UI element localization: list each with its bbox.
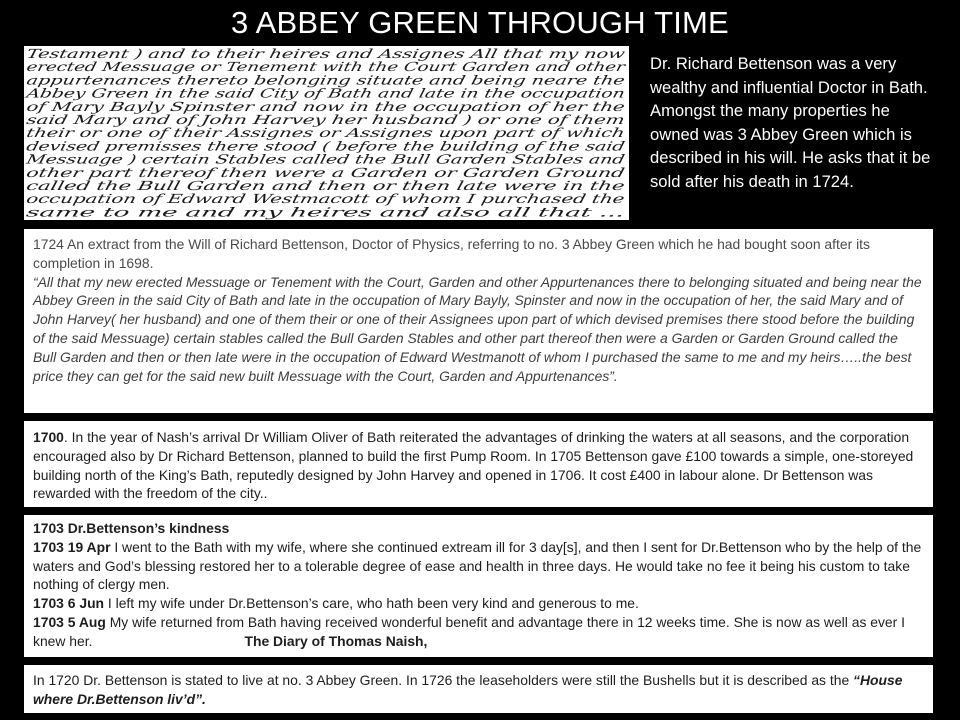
will-manuscript-image [24, 46, 629, 220]
residence-panel [24, 665, 933, 713]
pump-room-text: . In the year of Nash’s arrival Dr William Oliver of Bath reiterated the advantages of drinking the waters at all seasons, and the corporation encouraged also by Dr Richard Bettenson, planned to build the first Pump Room. In 1705 Bettenson gave £100 towards a simple, one-storeyed building north of the King’s Bath, reputedly designed by John Harvey and opened in 1706. It cost £400 in labour alone. Dr Bettenson was rewarded with the freedom of the city.. [33, 429, 914, 502]
diary-entry-date: 1703 19 Apr [33, 538, 111, 555]
pump-room-year: 1700 [33, 429, 64, 445]
page-title: 3 ABBEY GREEN THROUGH TIME [231, 5, 729, 40]
manuscript-line: their or one of their Assignes or Assignes upon part of which [25, 125, 415, 141]
diary-attribution: The Diary of Thomas Naish, [244, 632, 428, 649]
diary-entry [33, 613, 923, 651]
diary-entry-text: I left my wife under Dr.Bettenson’s care, who hath been very kind and generous to me. [104, 595, 639, 612]
residence-quote: “House where Dr.Bettenson liv’d” [33, 672, 903, 707]
diary-heading: 1703 Dr.Bettenson’s kindness [33, 520, 230, 536]
manuscript-line: Testament ) and to their heires and Assignes All that my now [25, 46, 416, 61]
quote-open-mark: “ [33, 273, 38, 290]
manuscript-line: of Mary Bayly Spinster and now in the occupation of her the [25, 98, 412, 114]
manuscript-line: other part thereof then were a Garden or Garden Ground [25, 164, 393, 180]
residence-end: . [202, 690, 206, 707]
residence-text: In 1720 Dr. Bettenson is stated to live at no. 3 Abbey Green. In 1726 the leaseholders were still the Bushells but it is described as the [33, 672, 854, 688]
manuscript-line: called the Bull Garden and then or then late were in the [25, 178, 384, 193]
manuscript-line: same to me and my heires and also all that ... [24, 204, 316, 220]
pump-room-panel [24, 421, 933, 507]
diary-entry-date: 1703 5 Aug [33, 613, 106, 630]
handwritten-will-excerpt [24, 46, 629, 220]
manuscript-line: Messuage ) certain Stables called the Bull Garden Stables and [25, 151, 425, 167]
diary-entry-date: 1703 6 Jun [33, 595, 105, 612]
diary-panel [24, 515, 933, 657]
diary-entry-text: I went to the Bath with my wife, where she continued extream ill for 3 day[s], and then I sent for Dr.Bettenson who by the help of the waters and God’s blessing restored her to a tolerable degree of ease and health in three days. He would take no fee it being his custom to take nothing of clergy men. [33, 538, 922, 593]
will-extract-quote [33, 273, 923, 386]
manuscript-line: occupation of Edward Westmacott of whom I purchased the [24, 191, 408, 207]
intro-text: Dr. Richard Bettenson was a very wealthy and influential Doctor in Bath. Amongst the many properties he owned was 3 Abbey Green which is described in his will. He asks that it be sold after his death in 1724. [650, 54, 931, 191]
will-quote-text: All that my new erected Messuage or Tenement with the Court, Garden and other Appurtenances there to belonging situated and being near the Abbey Green in the said City of Bath and late in the occupation of Mary Bayly, Spinster and now in the occupation of her, the said Mary and of John Harvey( her husband) and one of them their or one of their Assignees upon part of which devised premises there stood before the building of the said Messuage) certain stables called the Bull Garden Stables and other part thereof then were a Garden or Garden Ground called the Bull Garden and then or then late were in the occupation of Edward Westmanott of whom I purchased the same to me and my heirs…..the best price they can get for the said new built Messuage with the Court, Garden and Appurtenances [33, 273, 922, 384]
will-extract-panel [24, 229, 933, 413]
manuscript-line: appurtenances thereto belonging situate and being neare the [25, 72, 419, 88]
will-extract-heading: 1724 An extract from the Will of Richard Bettenson, Doctor of Physics, referring to no. 3 Abbey Green which he had bought soon after its completion in 1698. [33, 236, 870, 271]
manuscript-line: Abbey Green in the said City of Bath and late in the occupation [25, 85, 430, 101]
diary-entry [33, 594, 923, 613]
quote-close-mark: ”. [609, 367, 618, 384]
manuscript-line: devised premisses there stood ( before the building of the said [25, 138, 425, 154]
manuscript-line: erected Messuage or Tenement with the Court Garden and other [25, 59, 441, 75]
manuscript-line: said Mary and of John Harvey her husband ) or one of them [25, 112, 407, 127]
diary-entry [33, 538, 923, 594]
diary-entry-text: My wife returned from Bath having received wonderful benefit and advantage there in 12 weeks time. She is now as well as ever I knew her. [33, 613, 905, 649]
